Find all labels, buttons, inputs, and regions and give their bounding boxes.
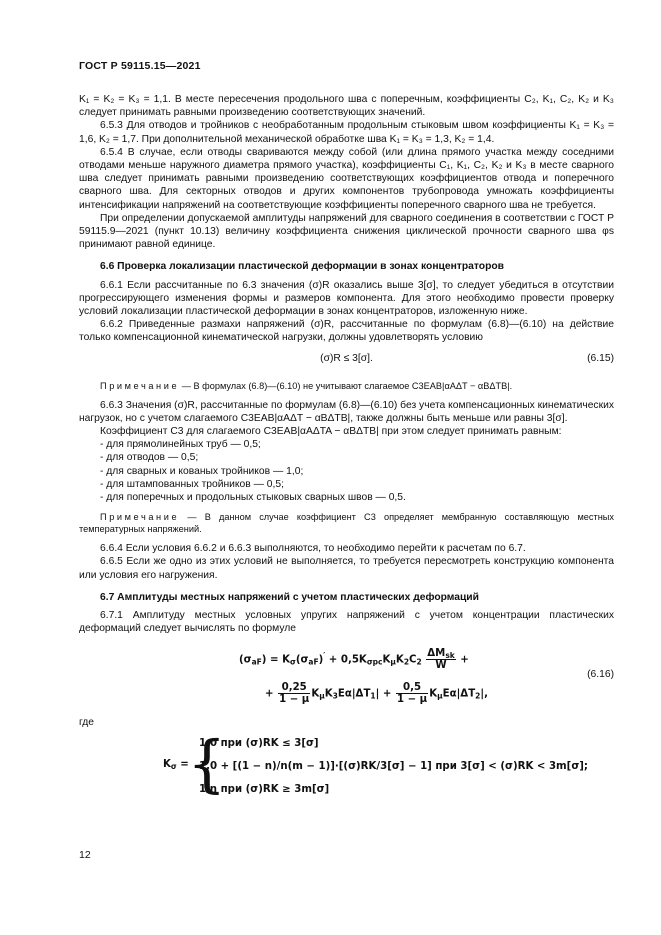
equation-6-15-number: (6.15) [587,352,614,364]
piecewise-case-1: 1,0 при (σ)RK ≤ 3[σ] [199,737,319,749]
list-item: - для прямолинейных труб — 0,5; [100,439,261,451]
paragraph-6-5-3: 6.5.3 Для отводов и тройников с необработанным продольным стыковым швом коэффициенты K₁ = K₃ = 1,6, K₂ = 1,7. При дополнительной механической обработке шва K₁ = K₃ = 1,3, K₂ = 1,4. [79,120,614,145]
equation-6-15 [79,345,614,373]
equation-6-15-body: (σ)R ≤ 3[σ]. [320,352,373,364]
paragraph-6-6-3: 6.6.3 Значения (σ)R, рассчитанные по формулам (6.8)—(6.10) без учета компенсационных кинематических нагрузок, но с учетом слагаемого C3EAB|αAΔT − αBΔTB|, также должны быть меньше или равны 3[σ]. [79,399,614,424]
section-heading-6-6: 6.6 Проверка локализации пластической деформации в зонах концентраторов [100,261,504,273]
equation-6-16-number: (6.16) [587,668,614,680]
note-2 [79,511,614,535]
note-1 [79,380,614,392]
piecewise-lhs: $K_\sigma$ = [163,758,189,771]
page-content [79,93,614,803]
equation-6-16-line-1: $(\sigma_{aF}) = K_\sigma(\sigma_{aF})' + 0,5K_{\sigma pc}K_\mu K_2C_2$ $\frac{\Delta M_{sk}}{W}$ + [239,647,469,671]
page-header: ГОСТ Р 59115.15—2021 [79,60,201,72]
paragraph-6-6-2: 6.6.2 Приведенные размахи напряжений (σ)R, рассчитанные по формулам (6.8)—(6.10) на действие только компенсационной кинематической нагрузки, должны удовлетворять условию [79,319,614,344]
where-label: где [79,716,95,728]
paragraph-6-7-1: 6.7.1 Амплитуду местных условных упругих напряжений с учетом концентрации пластических деформаций следует вычислять по формуле [79,610,614,635]
section-heading-6-7: 6.7 Амплитуды местных напряжений с учетом пластических деформаций [100,591,479,603]
piecewise-case-3: 1/n при (σ)RK ≥ 3m[σ] [199,783,330,795]
paragraph-amplitude: При определении допускаемой амплитуды напряжений для сварного соединения в соответствии с ГОСТ Р 59115.9—2021 (пункт 10.13) величину коэффициента снижения циклической прочности сварного шва φs принимают равной единице. [79,212,614,251]
paragraph-coefficients: K₁ = K₂ = K₃ = 1,1. В месте пересечения продольного шва с поперечным, коэффициенты C₂, K₁, C₂, K₂ и K₃ следует принимать равными произведению соответствующих значений. [79,94,614,119]
c3-list [79,438,614,504]
paragraph-c3: Коэффициент C3 для слагаемого C3EAB|αAΔTA − αBΔTB| при этом следует принимать равным: [100,426,562,438]
list-item: - для сварных и кованых тройников — 1,0; [100,465,304,477]
note-2-text: — В данном случае коэффициент C3 определяет мембранную составляющую местных температурных напряжений. [79,512,614,535]
paragraph-6-6-4: 6.6.4 Если условия 6.6.2 и 6.6.3 выполняются, то необходимо перейти к расчетам по 6.7. [100,543,526,555]
note-1-label: Примечание [100,380,180,391]
paragraph-6-6-5: 6.6.5 Если же одно из этих условий не выполняется, то требуется пересмотреть конструкцию компонента или условия его нагружения. [79,556,614,581]
list-item: - для поперечных и продольных стыковых сварных швов — 0,5. [100,492,406,504]
list-item: - для отводов — 0,5; [100,452,199,464]
page-number: 12 [79,849,91,861]
piecewise-ksigma [79,726,614,803]
brace-icon: { [187,726,227,800]
equation-6-16 [79,640,614,714]
paragraph-6-6-1: 6.6.1 Если рассчитанные по 6.3 значения (σ)R оказались выше 3[σ], то следует убедиться в отсутствии прогрессирующего изменения формы и размеров компонента. Для этого необходимо провести проверку условий локализации пластической деформации в зонах концентраторов, изложенную ниже. [79,279,614,318]
equation-6-16-line-2: + $\frac{0,25}{1 - \mu}$ $K_\mu K_3E\alpha|\Delta T_1|$ + $\frac{0,5}{1 - \mu}$ $K_\mu E\alpha|\Delta T_2|$, [265,681,488,705]
list-item: - для штампованных тройников — 0,5; [100,478,284,490]
paragraph-6-5-4: 6.5.4 В случае, если отводы свариваются между собой (или длина прямого участка между соседними отводами меньше наружного диаметра прямого участка), коэффициенты C₁, K₁, C₂, K₂ и K₃ в месте сварного шва следует принимать равными произведению соответствующих коэффициентов отвода и поперечного сварного шва. Для секторных отводов и других компонентов трубопровода умножать коэффициенты интенсификации напряжений на соответствующие коэффициенты поперечного сварного шва не требуется. [79,146,614,211]
note-1-text: — В формулах (6.8)—(6.10) не учитывают слагаемое C3EAB|αAΔT − αBΔTB|. [181,380,513,391]
piecewise-case-2: 1,0 + [(1 − n)/n(m − 1)]·[(σ)RK/3[σ] − 1] при 3[σ] < (σ)RK < 3m[σ]; [199,760,588,772]
note-2-label: Примечание [100,512,180,523]
